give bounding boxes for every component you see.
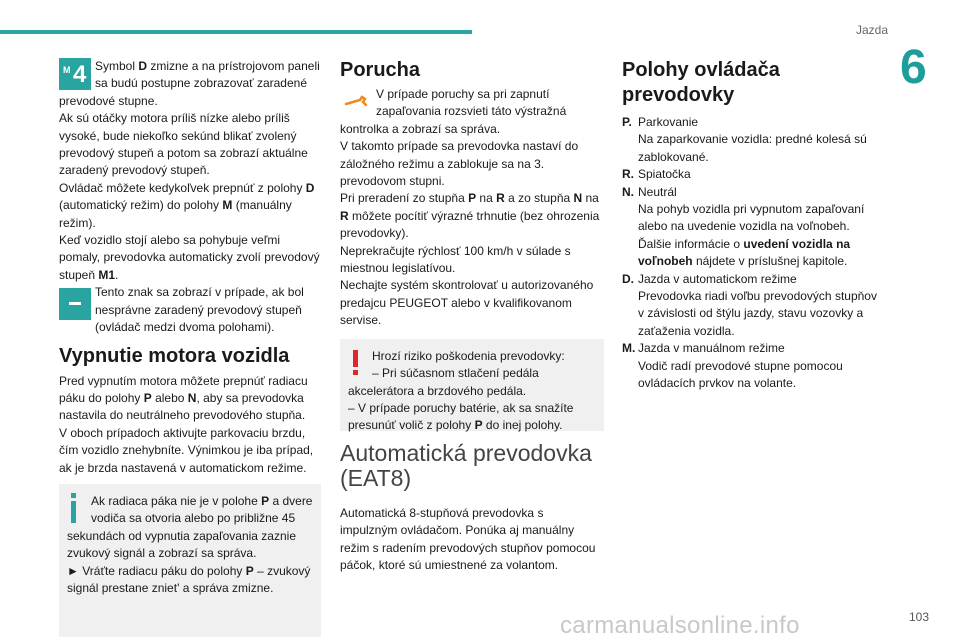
heading-engine-off: Vypnutie motora vozidla <box>59 344 290 367</box>
heading-selector-positions: Polohy ovládača prevodovky <box>622 59 780 106</box>
warning-text-3: – V prípade poruchy batérie, ak sa snažíte presunúť volič z polohy P do inej polohy. <box>348 400 574 433</box>
info-text-1: Ak radiaca páka nie je v polohe P a dvere vodiča sa otvoria alebo po približne 45 sekundách od vypnutia zapaľovania zaznie zvukový signál a zobrazí sa správa. <box>67 493 313 561</box>
column-right <box>622 58 884 393</box>
gear-indicator-m4-icon: M 4 <box>59 58 91 90</box>
warning-text-1: Hrozí riziko poškodenia prevodovky: <box>372 348 565 363</box>
jerk-text: Pri preradení zo stupňa P na R a zo stupňa N na R môžete pocítiť výrazné trhnutie (bez ohrozenia prevodovky). <box>340 191 600 241</box>
low-speed-text: Keď vozidlo stojí alebo sa pohybuje veľmi pomaly, prevodovka automaticky zvolí prevodový stupeň M1. <box>59 233 320 282</box>
gear-display-paragraph <box>59 58 321 110</box>
rpm-warning-text: Ak sú otáčky motora príliš nízke alebo príliš vysoké, bude niekoľko sekúnd blikať zvolený prevodový stupeň a potom sa zobrazí aktuálne zaradený prevodový stupeň. <box>59 111 308 178</box>
invalid-gear-minus-icon <box>59 288 91 320</box>
header-accent-bar <box>0 30 472 34</box>
invalid-gear-paragraph <box>59 284 321 336</box>
watermark: carmanualsonline.info <box>560 612 800 639</box>
exclamation-warning-icon <box>348 348 366 378</box>
gear-display-text: Symbol D zmizne a na prístrojovom paneli sa budú postupne zobrazovať zaradené prevodové stupne. <box>59 59 320 108</box>
engine-off-text-1: Pred vypnutím motora môžete prepnúť radiacu páku do polohy P alebo N, aby sa prevodovka nastavila do neutrálneho prevodového stupňa. <box>59 373 308 423</box>
mode-switch-text: Ovládač môžete kedykoľvek prepnúť z polohy D (automatický režim) do polohy M (manuálny režim). <box>59 180 315 230</box>
section-title: Jazda <box>855 23 888 37</box>
heading-fault: Porucha <box>340 59 421 81</box>
position-m: M. Jazda v manuálnom režime Vodič radí prevodové stupne pomocou ovládacích prvkov na volante. <box>622 341 843 391</box>
warning-text-2: – Pri súčasnom stlačení pedála akcelerátora a brzdového pedála. <box>348 366 539 398</box>
fault-light-paragraph <box>340 86 604 138</box>
position-d: D. Jazda v automatickom režime Prevodovka riadi voľbu prevodových stupňov v závislosti od štýlu jazdy, stavu vozovky a zaťaženia vozidla. <box>622 271 877 338</box>
wrench-warning-icon <box>340 86 372 118</box>
dealer-check-text: Nechajte systém skontrolovať u autorizovaného predajcu PEUGEOT alebo v kvalifikovanom servise. <box>340 278 594 328</box>
invalid-gear-text: Tento znak sa zobrazí v prípade, ak bol nesprávne zaradený prevodový stupeň (ovládač medzi dvoma polohami). <box>95 285 304 335</box>
engine-off-text-2: V oboch prípadoch aktivujte parkovaciu brzdu, čím vozidlo znehybníte. Výnimkou je iba prípad, ak je brzda nastavená v automatickom režime. <box>59 425 314 475</box>
warning-box <box>340 339 604 431</box>
page-number: 103 <box>908 610 929 624</box>
column-left <box>59 58 321 637</box>
limp-mode-text: V takomto prípade sa prevodovka nastaví do záložného režimu a zablokuje sa na 3. prevodovom stupni. <box>340 139 579 189</box>
chapter-number: 6 <box>900 41 927 94</box>
heading-automatic-gearbox: Automatická prevodovka (EAT8) <box>340 439 592 491</box>
position-p: P. Parkovanie Na zaparkovanie vozidla: predné kolesá sú zablokované. <box>622 115 867 164</box>
info-icon <box>67 493 85 523</box>
automatic-gearbox-text: Automatická 8-stupňová prevodovka s impulzným ovládačom. Ponúka aj manuálny režim s radením prevodových stupňov pomocou páčok, ktoré sú umiestnené za volantom. <box>340 505 596 572</box>
speed-limit-text: Neprekračujte rýchlosť 100 km/h v súlade s miestnou legislatívou. <box>340 243 571 276</box>
position-r: R. Spiatočka <box>622 167 691 182</box>
fault-light-text: V prípade poruchy sa pri zapnutí zapaľovania rozsvieti táto výstražná kontrolka a zobrazí sa správa. <box>340 87 567 136</box>
info-text-2: ► Vráťte radiacu páku do polohy P – zvukový signál prestane zniet' a správa zmizne. <box>67 563 311 595</box>
position-n: N. Neutrál Na pohyb vozidla pri vypnutom zapaľovaní alebo na uvedenie vozidla na voľnobeh. Ďalšie informácie o uvedení vozidla na voľnobeh nájdete v príslušnej kapitole. <box>622 184 865 269</box>
info-box <box>59 484 321 637</box>
column-middle <box>340 58 604 574</box>
